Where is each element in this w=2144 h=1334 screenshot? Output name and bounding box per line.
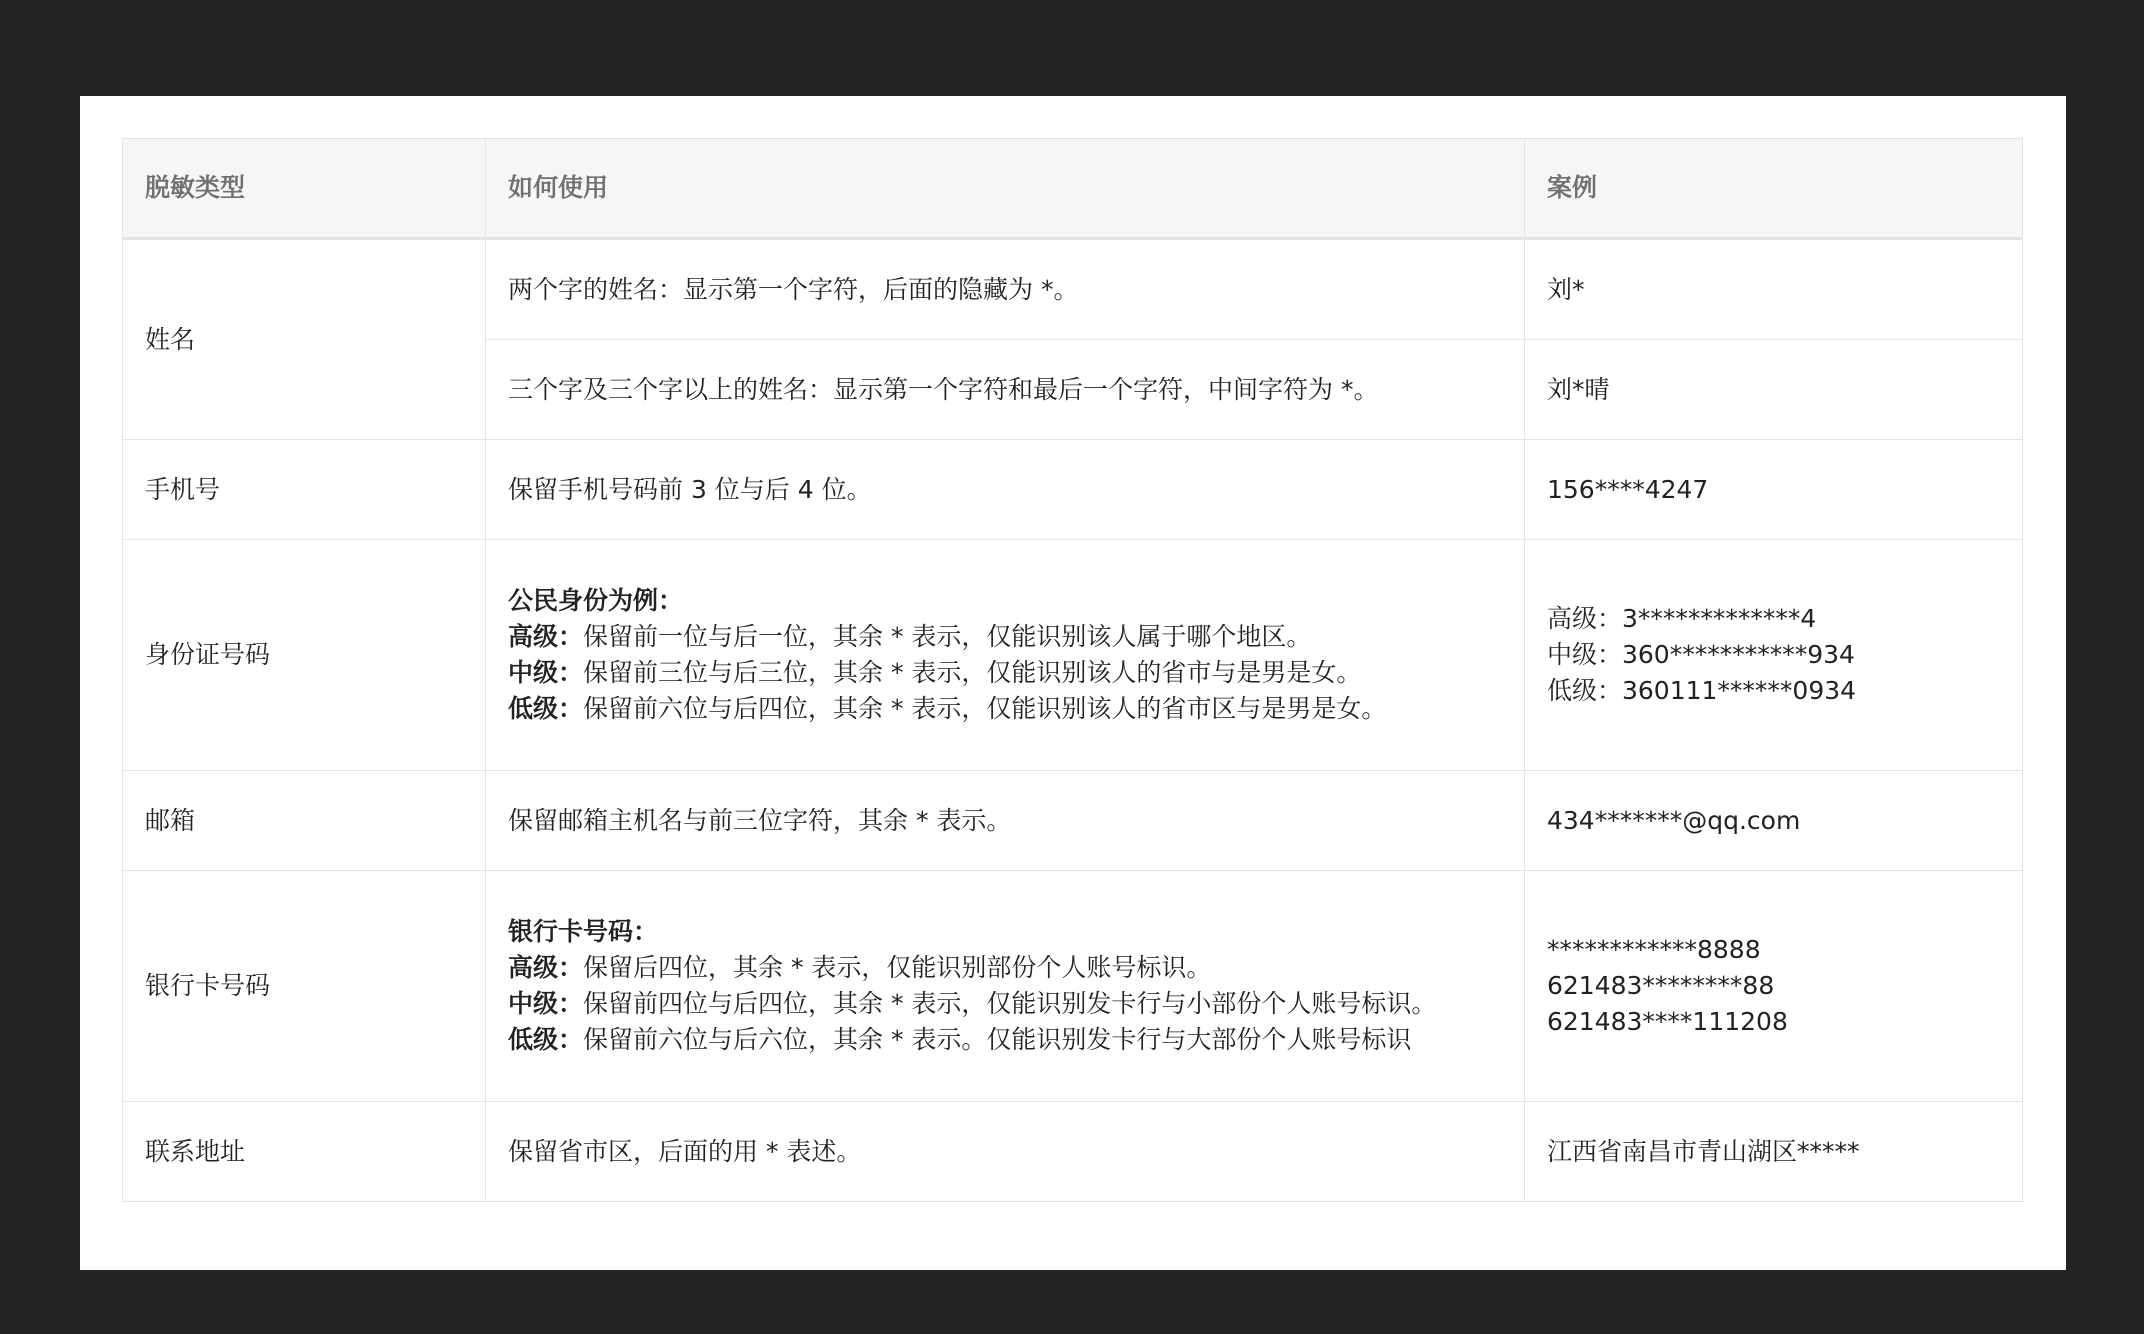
cell-example-name-three-char: 刘*晴 bbox=[1525, 340, 2023, 440]
document-sheet bbox=[80, 96, 2066, 1270]
id-card-example-medium: 中级：360***********934 bbox=[1547, 640, 1855, 669]
table-row-phone bbox=[123, 440, 2023, 540]
table-row-address bbox=[123, 1102, 2023, 1202]
cell-rule-phone: 保留手机号码前 3 位与后 4 位。 bbox=[486, 440, 1525, 540]
cell-example-phone: 156****4247 bbox=[1525, 440, 2023, 540]
id-card-example-low: 低级：360111******0934 bbox=[1547, 676, 1857, 705]
bank-card-rule-high bbox=[508, 950, 1502, 986]
level-label: 高级： bbox=[508, 953, 584, 982]
table-header-row bbox=[123, 139, 2023, 239]
cell-example-name-two-char: 刘* bbox=[1525, 239, 2023, 340]
level-text: 保留前三位与后三位，其余 * 表示，仅能识别该人的省市与是男是女。 bbox=[583, 658, 1362, 687]
cell-type-id-card: 身份证号码 bbox=[123, 540, 486, 771]
bank-card-example-medium: 621483********88 bbox=[1547, 971, 1775, 1000]
bank-card-rule-title: 银行卡号码： bbox=[508, 917, 659, 946]
header-mask-type: 脱敏类型 bbox=[123, 139, 486, 239]
cell-example-address: 江西省南昌市青山湖区***** bbox=[1525, 1102, 2023, 1202]
masking-rules-table bbox=[122, 138, 2023, 1202]
cell-rule-address: 保留省市区，后面的用 * 表述。 bbox=[486, 1102, 1525, 1202]
id-card-rule-medium bbox=[508, 655, 1502, 691]
table-row-email bbox=[123, 771, 2023, 871]
cell-type-phone: 手机号 bbox=[123, 440, 486, 540]
cell-rule-name-two-char: 两个字的姓名：显示第一个字符，后面的隐藏为 *。 bbox=[486, 239, 1525, 340]
cell-type-name: 姓名 bbox=[123, 239, 486, 440]
level-text: 保留前一位与后一位，其余 * 表示，仅能识别该人属于哪个地区。 bbox=[583, 622, 1312, 651]
bank-card-rule-low bbox=[508, 1022, 1502, 1058]
level-text: 保留前四位与后四位，其余 * 表示，仅能识别发卡行与小部份个人账号标识。 bbox=[583, 989, 1437, 1018]
table-row-name-two-char bbox=[123, 239, 2023, 340]
id-card-example-high: 高级：3*************4 bbox=[1547, 604, 1817, 633]
id-card-rule-low bbox=[508, 691, 1502, 727]
cell-type-bank-card: 银行卡号码 bbox=[123, 871, 486, 1102]
header-example: 案例 bbox=[1525, 139, 2023, 239]
id-card-rule-high bbox=[508, 619, 1502, 655]
level-label: 低级： bbox=[508, 694, 584, 723]
cell-example-bank-card bbox=[1525, 871, 2023, 1102]
table-row-bank-card bbox=[123, 871, 2023, 1102]
level-text: 保留前六位与后四位，其余 * 表示，仅能识别该人的省市区与是男是女。 bbox=[583, 694, 1387, 723]
level-label: 中级： bbox=[508, 989, 584, 1018]
cell-rule-bank-card bbox=[486, 871, 1525, 1102]
level-label: 高级： bbox=[508, 622, 584, 651]
level-text: 保留前六位与后六位，其余 * 表示。仅能识别发卡行与大部份个人账号标识 bbox=[583, 1025, 1412, 1054]
bank-card-rule-medium bbox=[508, 986, 1502, 1022]
cell-example-email: 434*******@qq.com bbox=[1525, 771, 2023, 871]
bank-card-example-high: ************8888 bbox=[1547, 935, 1761, 964]
cell-type-email: 邮箱 bbox=[123, 771, 486, 871]
cell-rule-name-three-char: 三个字及三个字以上的姓名：显示第一个字符和最后一个字符，中间字符为 *。 bbox=[486, 340, 1525, 440]
table-row-id-card bbox=[123, 540, 2023, 771]
level-text: 保留后四位，其余 * 表示，仅能识别部份个人账号标识。 bbox=[583, 953, 1212, 982]
level-label: 中级： bbox=[508, 658, 584, 687]
cell-rule-email: 保留邮箱主机名与前三位字符，其余 * 表示。 bbox=[486, 771, 1525, 871]
level-label: 低级： bbox=[508, 1025, 584, 1054]
cell-example-id-card bbox=[1525, 540, 2023, 771]
id-card-rule-title: 公民身份为例： bbox=[508, 586, 684, 615]
header-how-to-use: 如何使用 bbox=[486, 139, 1525, 239]
bank-card-example-low: 621483****111208 bbox=[1547, 1007, 1788, 1036]
cell-type-address: 联系地址 bbox=[123, 1102, 486, 1202]
cell-rule-id-card bbox=[486, 540, 1525, 771]
